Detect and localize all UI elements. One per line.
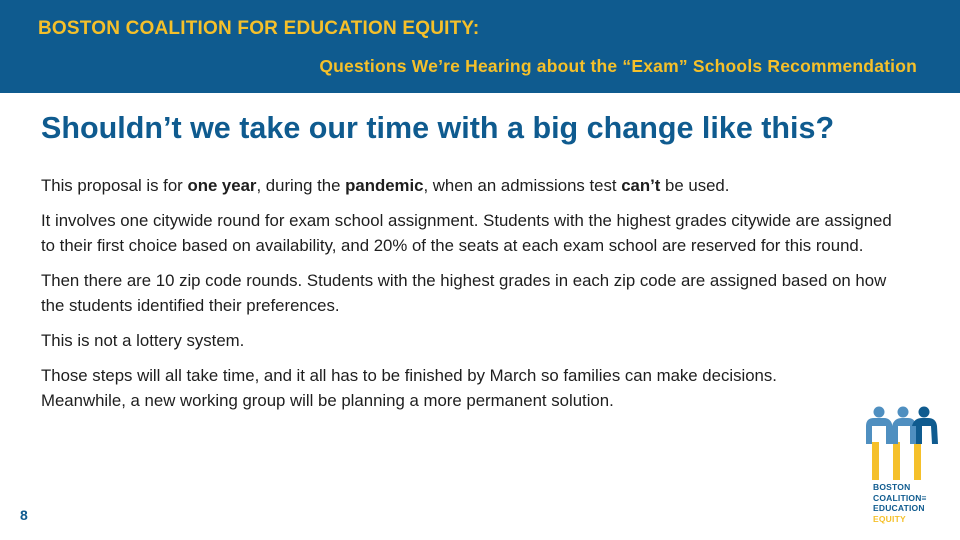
paragraph-text: be used. [660, 176, 730, 195]
logo-line: BOSTON [873, 482, 911, 492]
paragraph-text: Then there are 10 zip code rounds. Students with the highest grades in each zip code are assigned based on how the students identified their preferences. [41, 271, 887, 315]
paragraph [41, 173, 903, 198]
paragraph-text: , during the [256, 176, 346, 195]
paragraph-text: This is not a lottery system. [41, 331, 245, 350]
paragraph [41, 363, 831, 413]
header-subtitle: Questions We’re Hearing about the “Exam” Schools Recommendation [319, 56, 917, 76]
emphasis-text: pandemic [345, 176, 424, 195]
header-banner [0, 0, 960, 93]
page-number: 8 [20, 507, 28, 523]
paragraph-text: This proposal is for [41, 176, 188, 195]
paragraph [41, 328, 903, 353]
emphasis-text: one year [187, 176, 257, 195]
slide-title: Shouldn’t we take our time with a big change like this? [41, 111, 835, 145]
logo-wordmark [873, 482, 948, 524]
logo-line: EDUCATION [873, 503, 925, 513]
paragraph [41, 208, 903, 258]
paragraph [41, 268, 903, 318]
emphasis-text: can’t [621, 176, 661, 195]
slide-body [41, 173, 903, 423]
paragraph-text: , when an admissions test [423, 176, 622, 195]
paragraph-text: It involves one citywide round for exam school assignment. Students with the highest grades citywide are assigned to their first choice based on availability, and 20% of the seats at each exam school are reserved for this round. [41, 211, 892, 255]
paragraph-text: Those steps will all take time, and it all has to be finished by March so families can make decisions. Meanwhile, a new working group will be planning a more permanent solution. [41, 366, 777, 410]
org-title: BOSTON COALITION FOR EDUCATION EQUITY: [38, 18, 480, 39]
logo-line: COALITION≡ [873, 492, 927, 503]
logo-line-equity: EQUITY [873, 513, 906, 524]
